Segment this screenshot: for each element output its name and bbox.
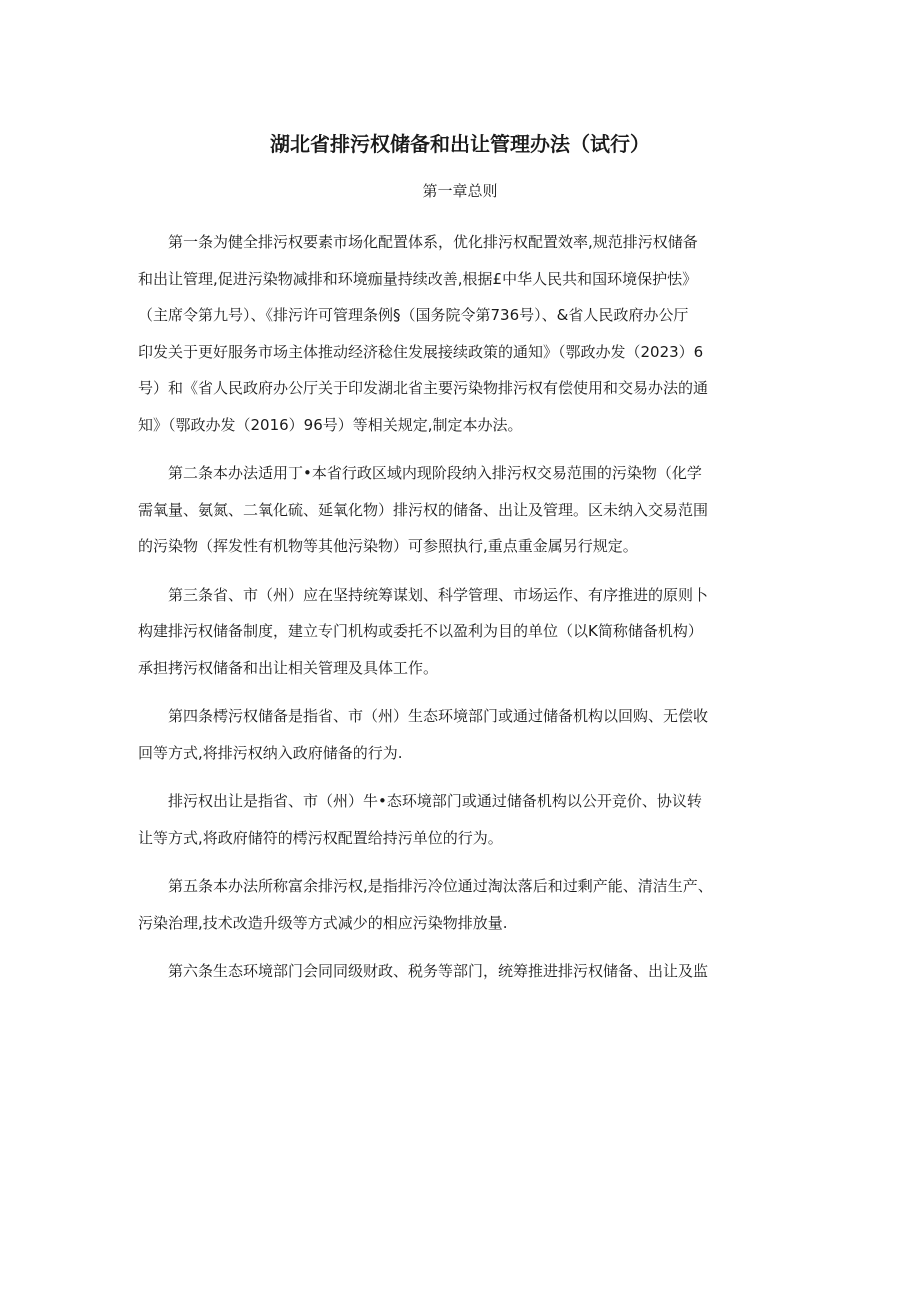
paragraph-line: 第一条为健全排污权要素市场化配置体系，优化排污权配置效率,规范排污权储备 [168,233,698,251]
paragraph-line: 排污权出让是指省、市（州）牛•态环境部门或通过储备机构以公开竞价、协议转 [168,792,702,810]
paragraph-line: 污染治理,技术改造升级等方式减少的相应污染物排放量. [138,913,508,932]
paragraph-line: 第五条本办法所称富余排污权,是指排污冷位通过淘汰落后和过剩产能、清洁生产、 [168,877,713,895]
paragraph-line: 第六条生态环境部门会同同级财政、税务等部门，统筹推进排污权储备、出让及监 [168,962,709,980]
document-body [138,224,788,1002]
paragraph-line: （主席令第九号）、《排污许可管理条例§（国务院令第736号）、&省人民政府办公厅 [138,306,689,324]
paragraph-line: 和出让管理,促进污染物减排和环境痂量持续改善,根据£中华人民共和国环境保护怯》 [138,269,698,288]
paragraph-line: 构建排污权储备制度，建立专门机构或委托不以盈利为目的单位（以K简称储备机构） [138,622,703,640]
chapter-heading: 第一章总则 [422,182,498,200]
paragraph-line: 第四条樗污权储备是指省、市（州）生态环境部门或通过储备机构以回购、无偿收 [168,707,709,725]
article-paragraph [138,698,788,771]
paragraph-line: 回等方式,将排污权纳入政府储备的行为. [138,743,403,762]
paragraph-line: 需氧量、氨氮、二氧化硫、延氧化物）排污权的储备、出让及管理。区未纳入交易范围 [138,500,709,519]
paragraph-line: 第三条省、市（州）应在坚持统筹谋划、科学管理、市场运作、有序推进的原则卜 [168,585,709,604]
article-paragraph [138,577,788,687]
article-paragraph [138,455,788,565]
article-paragraph [138,783,788,856]
article-paragraph [138,868,788,941]
paragraph-line: 知》（鄂政办发（2016）96号）等相关规定,制定本办法。 [138,415,523,434]
paragraph-line: 的污染物（挥发性有机物等其他污染物）可参照执行,重点重金属另行规定。 [138,537,638,555]
paragraph-line: 号）和《省人民政府办公厅关于印发湖北省主要污染物排污权有偿使用和交易办法的通 [138,379,709,397]
article-paragraph [138,224,788,443]
paragraph-line: 印发关于更好服务市场主体推动经济稔住发展接续政策的通知》（鄂政办发（2023）6 [138,342,704,361]
paragraph-line: 承担拷污权储备和出让相关管理及具体工作。 [138,658,439,677]
paragraph-line: 让等方式,将政府储符的樗污权配置给持污单位的行为。 [138,828,503,847]
article-paragraph [138,953,788,990]
document-title: 湖北省排污权储备和出让管理办法（试行） [270,132,650,156]
paragraph-line: 第二条本办法适用丁•本省行政区域内现阶段纳入排污权交易范围的污染物（化学 [168,464,702,482]
